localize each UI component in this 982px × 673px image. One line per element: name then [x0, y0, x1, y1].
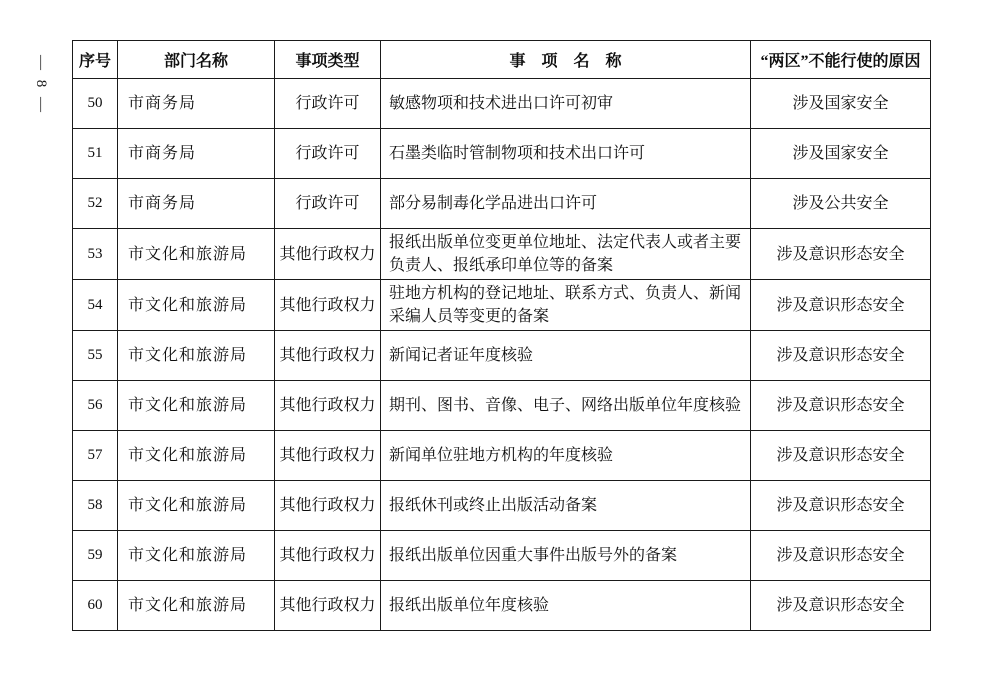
cell-serial-number: 56 — [73, 381, 118, 431]
cell-item-name: 报纸休刊或终止出版活动备案 — [381, 481, 751, 531]
cell-reason: 涉及公共安全 — [751, 179, 931, 229]
table-row — [73, 381, 931, 431]
cell-reason: 涉及意识形态安全 — [751, 229, 931, 280]
cell-department-name: 市文化和旅游局 — [118, 531, 275, 581]
cell-serial-number: 60 — [73, 581, 118, 631]
cell-item-type: 其他行政权力 — [275, 481, 381, 531]
cell-reason: 涉及国家安全 — [751, 79, 931, 129]
items-table — [72, 40, 931, 631]
cell-serial-number: 52 — [73, 179, 118, 229]
cell-item-name: 期刊、图书、音像、电子、网络出版单位年度核验 — [381, 381, 751, 431]
cell-department-name: 市文化和旅游局 — [118, 581, 275, 631]
table-row — [73, 581, 931, 631]
table-row — [73, 79, 931, 129]
table-row — [73, 431, 931, 481]
table-row — [73, 331, 931, 381]
cell-item-name: 新闻单位驻地方机构的年度核验 — [381, 431, 751, 481]
cell-item-type: 其他行政权力 — [275, 331, 381, 381]
cell-department-name: 市文化和旅游局 — [118, 431, 275, 481]
header-department-name: 部门名称 — [118, 41, 275, 79]
table-row — [73, 179, 931, 229]
cell-item-name: 新闻记者证年度核验 — [381, 331, 751, 381]
cell-item-type: 行政许可 — [275, 129, 381, 179]
cell-item-type: 其他行政权力 — [275, 381, 381, 431]
cell-serial-number: 50 — [73, 79, 118, 129]
header-reason: “两区”不能行使的原因 — [751, 41, 931, 79]
table-header-row — [73, 41, 931, 79]
cell-serial-number: 59 — [73, 531, 118, 581]
cell-serial-number: 53 — [73, 229, 118, 280]
cell-item-type: 其他行政权力 — [275, 531, 381, 581]
cell-department-name: 市商务局 — [118, 129, 275, 179]
table-row — [73, 229, 931, 280]
cell-serial-number: 54 — [73, 280, 118, 331]
cell-item-type: 行政许可 — [275, 179, 381, 229]
cell-reason: 涉及意识形态安全 — [751, 481, 931, 531]
cell-item-type: 其他行政权力 — [275, 431, 381, 481]
header-item-type: 事项类型 — [275, 41, 381, 79]
cell-reason: 涉及意识形态安全 — [751, 381, 931, 431]
cell-department-name: 市文化和旅游局 — [118, 229, 275, 280]
header-serial-number: 序号 — [73, 41, 118, 79]
cell-item-type: 其他行政权力 — [275, 229, 381, 280]
cell-reason: 涉及意识形态安全 — [751, 531, 931, 581]
cell-item-type: 行政许可 — [275, 79, 381, 129]
cell-reason: 涉及意识形态安全 — [751, 431, 931, 481]
cell-department-name: 市商务局 — [118, 79, 275, 129]
table-row — [73, 129, 931, 179]
header-item-name: 事 项 名 称 — [381, 41, 751, 79]
table-row — [73, 481, 931, 531]
cell-item-name: 部分易制毒化学品进出口许可 — [381, 179, 751, 229]
cell-item-name: 石墨类临时管制物项和技术出口许可 — [381, 129, 751, 179]
cell-serial-number: 51 — [73, 129, 118, 179]
cell-department-name: 市商务局 — [118, 179, 275, 229]
cell-item-name: 敏感物项和技术进出口许可初审 — [381, 79, 751, 129]
cell-reason: 涉及国家安全 — [751, 129, 931, 179]
cell-department-name: 市文化和旅游局 — [118, 481, 275, 531]
cell-item-name: 报纸出版单位因重大事件出版号外的备案 — [381, 531, 751, 581]
cell-serial-number: 57 — [73, 431, 118, 481]
cell-department-name: 市文化和旅游局 — [118, 331, 275, 381]
cell-item-name: 报纸出版单位年度核验 — [381, 581, 751, 631]
cell-item-type: 其他行政权力 — [275, 280, 381, 331]
cell-item-name: 报纸出版单位变更单位地址、法定代表人或者主要负责人、报纸承印单位等的备案 — [381, 229, 751, 280]
table-row — [73, 280, 931, 331]
cell-department-name: 市文化和旅游局 — [118, 381, 275, 431]
table-row — [73, 531, 931, 581]
cell-item-name: 驻地方机构的登记地址、联系方式、负责人、新闻采编人员等变更的备案 — [381, 280, 751, 331]
page-number: — 8 — — [33, 55, 49, 115]
cell-serial-number: 55 — [73, 331, 118, 381]
cell-reason: 涉及意识形态安全 — [751, 331, 931, 381]
cell-item-type: 其他行政权力 — [275, 581, 381, 631]
cell-reason: 涉及意识形态安全 — [751, 280, 931, 331]
cell-department-name: 市文化和旅游局 — [118, 280, 275, 331]
cell-reason: 涉及意识形态安全 — [751, 581, 931, 631]
cell-serial-number: 58 — [73, 481, 118, 531]
